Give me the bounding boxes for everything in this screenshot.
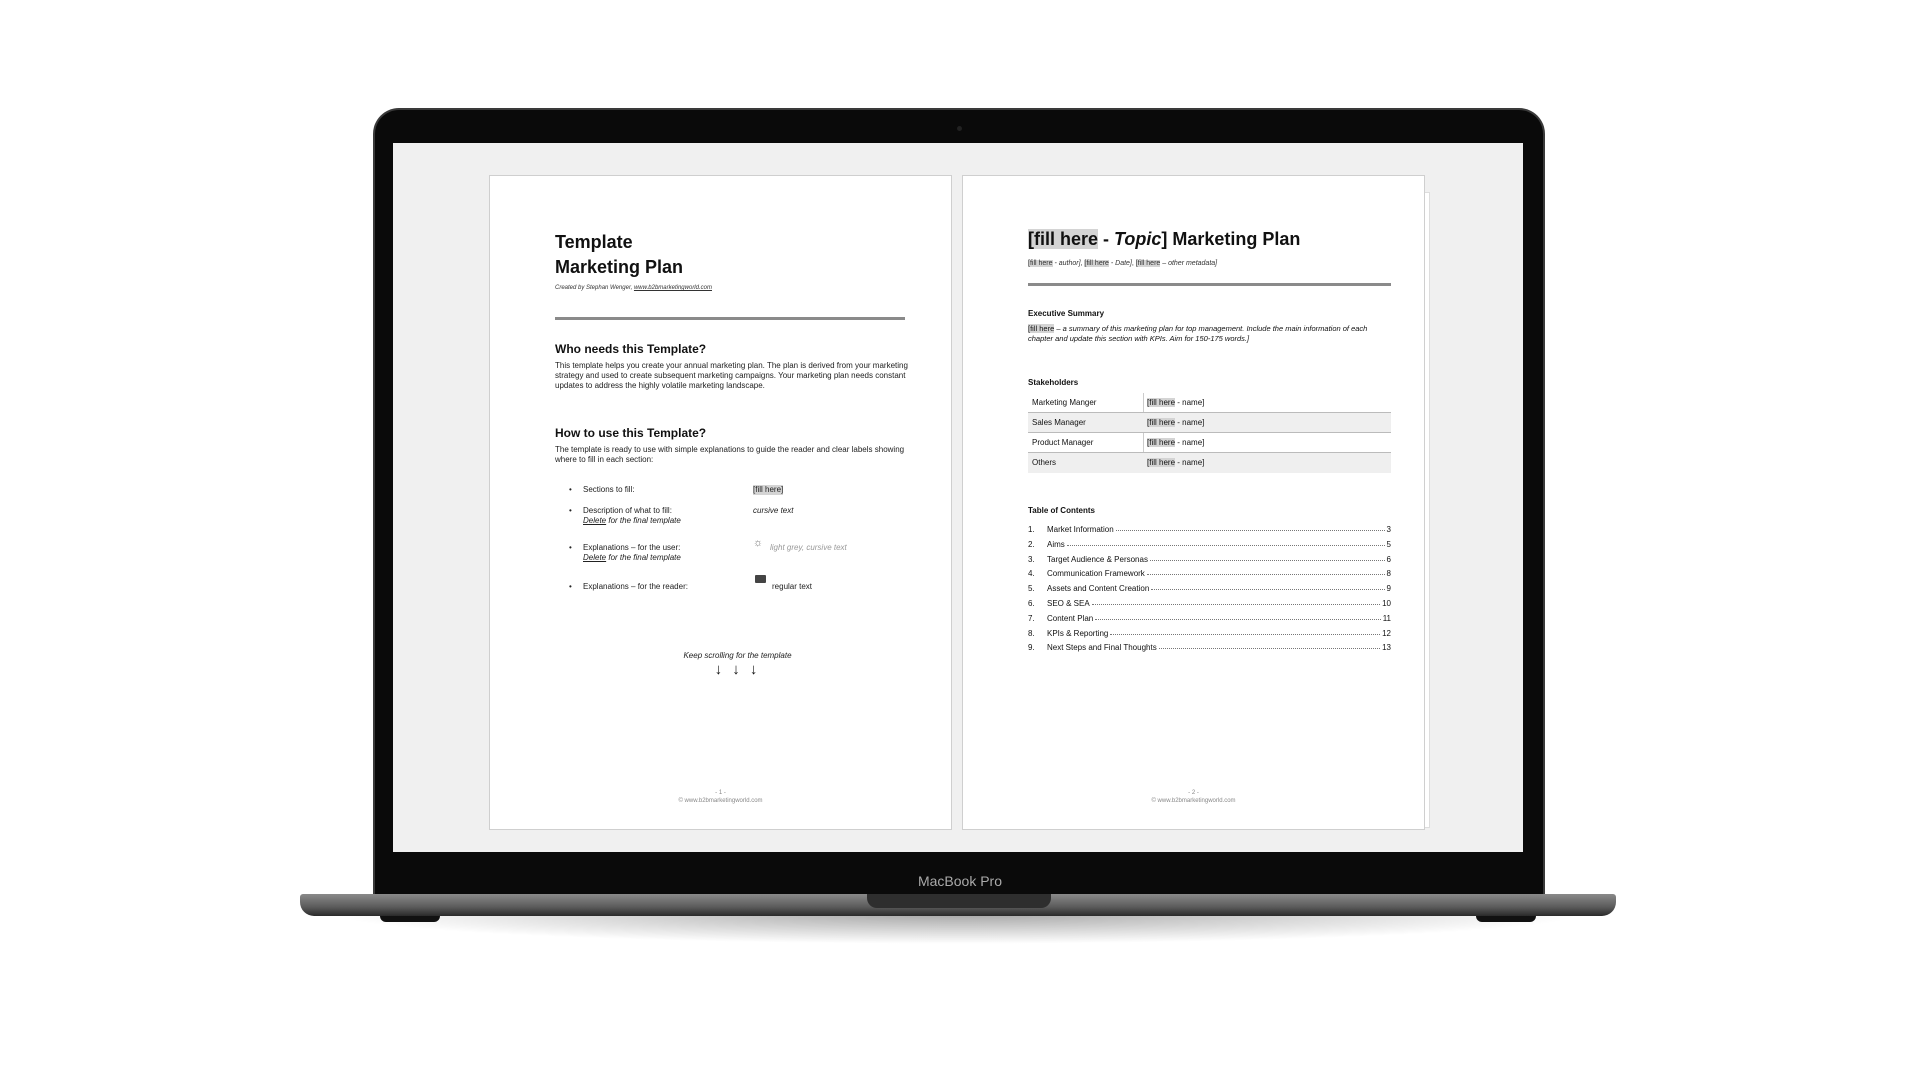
fill-placeholder[interactable]: [fill here <box>1147 418 1176 427</box>
toc-number: 3. <box>1028 554 1035 564</box>
page-footer <box>489 789 952 805</box>
toc-page: 13 <box>1382 643 1391 653</box>
doc-title-line1: Template <box>555 232 633 252</box>
legend-note <box>583 553 681 563</box>
fill-placeholder[interactable]: [fill here <box>1084 260 1109 267</box>
exec-summary-text: – a summary of this marketing plan for top management. Include the main information of each chapter and update this section with KPIs. Aim for 150-175 words.] <box>1028 324 1368 343</box>
fill-placeholder[interactable]: [fill here <box>1028 229 1099 249</box>
name-cell[interactable] <box>1147 453 1204 473</box>
toc-page: 6 <box>1386 554 1391 564</box>
toc-number: 7. <box>1028 613 1035 623</box>
who-body: This template helps you create your annual marketing plan. The plan is derived from your marketing strategy and used to create subsequent marketing campaigns. Your marketing plan needs constant updates to address the highly volatile marketing landscape. <box>555 361 908 390</box>
note-delete: Delete <box>583 553 607 562</box>
toc-entry[interactable] <box>1028 614 1391 623</box>
toc-leader <box>1095 614 1380 620</box>
name-cell[interactable] <box>1147 393 1204 413</box>
toc-leader <box>1150 555 1385 561</box>
note-delete: Delete <box>583 516 607 525</box>
title-rest: ] Marketing Plan <box>1161 229 1301 249</box>
credit-link[interactable]: www.b2bmarketingworld.com <box>633 285 712 291</box>
page-number: - 2 - <box>1188 790 1199 796</box>
table-row <box>1028 453 1391 473</box>
legend-note <box>583 516 681 526</box>
laptop-shadow <box>330 914 1586 944</box>
stakeholders-heading: Stakeholders <box>1028 378 1079 387</box>
meta-other: – other metadata] <box>1160 260 1218 267</box>
toc-leader <box>1067 540 1385 546</box>
toc-title[interactable]: Communication Framework <box>1047 569 1145 579</box>
divider <box>1028 283 1391 286</box>
toc-leader <box>1110 629 1380 635</box>
role-cell: Sales Manager <box>1032 418 1086 427</box>
toc-leader <box>1151 584 1384 590</box>
down-arrows-icon: ↓ ↓ ↓ <box>714 661 761 678</box>
doc-title-line2: Marketing Plan <box>555 257 684 277</box>
legend-item: • <box>569 582 572 591</box>
toc-page: 10 <box>1382 599 1391 608</box>
who-heading: Who needs this Template? <box>555 342 707 356</box>
toc-entry[interactable] <box>1028 629 1391 638</box>
exclamation-comment-icon <box>755 575 766 583</box>
name-cell[interactable] <box>1147 433 1204 453</box>
toc-entry[interactable] <box>1028 555 1391 564</box>
name-rest: - name] <box>1175 458 1205 467</box>
page-footer <box>962 789 1425 805</box>
legend-item: • <box>569 506 572 515</box>
toc-title[interactable]: Next Steps and Final Thoughts <box>1047 643 1157 653</box>
fill-placeholder[interactable]: [fill here <box>1147 398 1176 407</box>
note-text: for the final template <box>606 553 681 562</box>
toc-entry[interactable] <box>1028 540 1391 549</box>
page-2 <box>962 175 1425 830</box>
toc-title[interactable]: Content Plan <box>1047 613 1094 623</box>
fill-placeholder[interactable]: [fill here <box>1147 458 1176 467</box>
toc-number: 5. <box>1028 584 1035 594</box>
table-row <box>1028 433 1391 453</box>
camera-icon <box>957 126 962 131</box>
toc-title[interactable]: KPIs & Reporting <box>1047 628 1109 638</box>
page-number: - 1 - <box>715 790 726 796</box>
legend-item: • <box>569 543 572 552</box>
scroll-hint: Keep scrolling for the template <box>683 651 792 660</box>
toc-page: 9 <box>1386 584 1391 594</box>
toc-entry[interactable] <box>1028 584 1391 593</box>
table-row <box>1028 393 1391 413</box>
toc-title[interactable]: Assets and Content Creation <box>1047 584 1150 594</box>
toc-entry[interactable] <box>1028 643 1391 652</box>
meta-author: - author] <box>1052 260 1081 267</box>
exec-summary-body <box>1028 324 1393 344</box>
role-cell: Others <box>1032 458 1057 467</box>
exec-summary-heading: Executive Summary <box>1028 309 1105 318</box>
toc-title[interactable]: Market Information <box>1047 525 1114 534</box>
fill-placeholder[interactable]: [fill here <box>1028 260 1053 267</box>
plan-title <box>1028 229 1300 250</box>
how-heading: How to use this Template? <box>555 426 707 440</box>
toc-page: 8 <box>1386 569 1391 579</box>
lightbulb-icon: ☼ <box>753 537 764 549</box>
credit-text: Created by Stephan Wenger, <box>555 285 634 291</box>
note-text: for the final template <box>606 516 681 525</box>
how-body: The template is ready to use with simple explanations to guide the reader and clear labels showing where to fill in each section: <box>555 445 905 464</box>
toc-number: 8. <box>1028 628 1035 638</box>
legend-example: cursive text <box>753 506 794 515</box>
meta-date: - Date] <box>1108 260 1132 267</box>
name-cell[interactable] <box>1147 413 1204 433</box>
title-sep: - <box>1098 229 1115 249</box>
toc-page: 12 <box>1382 628 1391 638</box>
table-row <box>1028 413 1391 433</box>
toc-number: 1. <box>1028 525 1035 534</box>
toc-number: 4. <box>1028 569 1035 579</box>
legend-example: [fill here] <box>753 485 784 494</box>
toc-number: 2. <box>1028 539 1035 549</box>
toc-title[interactable]: Target Audience & Personas <box>1047 554 1148 564</box>
toc-title[interactable]: Aims <box>1047 539 1065 549</box>
laptop-foot <box>380 916 440 922</box>
toc-page: 5 <box>1386 539 1391 549</box>
toc-page: 3 <box>1386 525 1391 534</box>
legend-label: Sections to fill: <box>583 485 635 494</box>
role-cell: Marketing Manger <box>1032 398 1097 407</box>
divider <box>555 317 905 320</box>
fill-placeholder[interactable]: [fill here <box>1028 324 1055 333</box>
toc-leader <box>1116 525 1385 531</box>
legend-label: Explanations – for the reader: <box>583 582 688 591</box>
toc-leader <box>1092 599 1380 605</box>
toc-heading: Table of Contents <box>1028 506 1095 515</box>
toc-entry[interactable] <box>1028 599 1391 608</box>
fill-placeholder[interactable]: [fill here <box>1147 438 1176 447</box>
metadata-line: [fill here - author], [fill here - Date], [fill here – other metadata] <box>1028 260 1218 267</box>
toc-entry[interactable] <box>1028 525 1391 534</box>
fill-placeholder[interactable]: [fill here <box>1135 260 1161 267</box>
footer-text: © www.b2bmarketingworld.com <box>678 798 763 804</box>
laptop-foot <box>1476 916 1536 922</box>
device-brand-label: MacBook Pro <box>917 873 1003 889</box>
toc-number: 6. <box>1028 599 1035 608</box>
legend-example: light grey, cursive text <box>770 543 847 552</box>
footer-text: © www.b2bmarketingworld.com <box>1151 798 1236 804</box>
name-rest: - name] <box>1175 418 1205 427</box>
toc-leader <box>1159 643 1380 649</box>
legend-example: regular text <box>772 582 813 591</box>
name-rest: - name] <box>1175 438 1205 447</box>
toc-number: 9. <box>1028 643 1035 653</box>
toc-page: 11 <box>1382 613 1391 623</box>
laptop-notch <box>867 894 1051 908</box>
toc-entry[interactable] <box>1028 569 1391 578</box>
title-topic: Topic <box>1114 229 1162 249</box>
legend-label: Explanations – for the user: <box>583 543 681 552</box>
toc-title[interactable]: SEO & SEA <box>1047 599 1090 608</box>
credit <box>555 285 712 291</box>
legend-label: Description of what to fill: <box>583 506 672 515</box>
legend-item: • <box>569 485 572 494</box>
role-cell: Product Manager <box>1032 438 1094 447</box>
toc-leader <box>1147 569 1385 575</box>
name-rest: - name] <box>1175 398 1205 407</box>
